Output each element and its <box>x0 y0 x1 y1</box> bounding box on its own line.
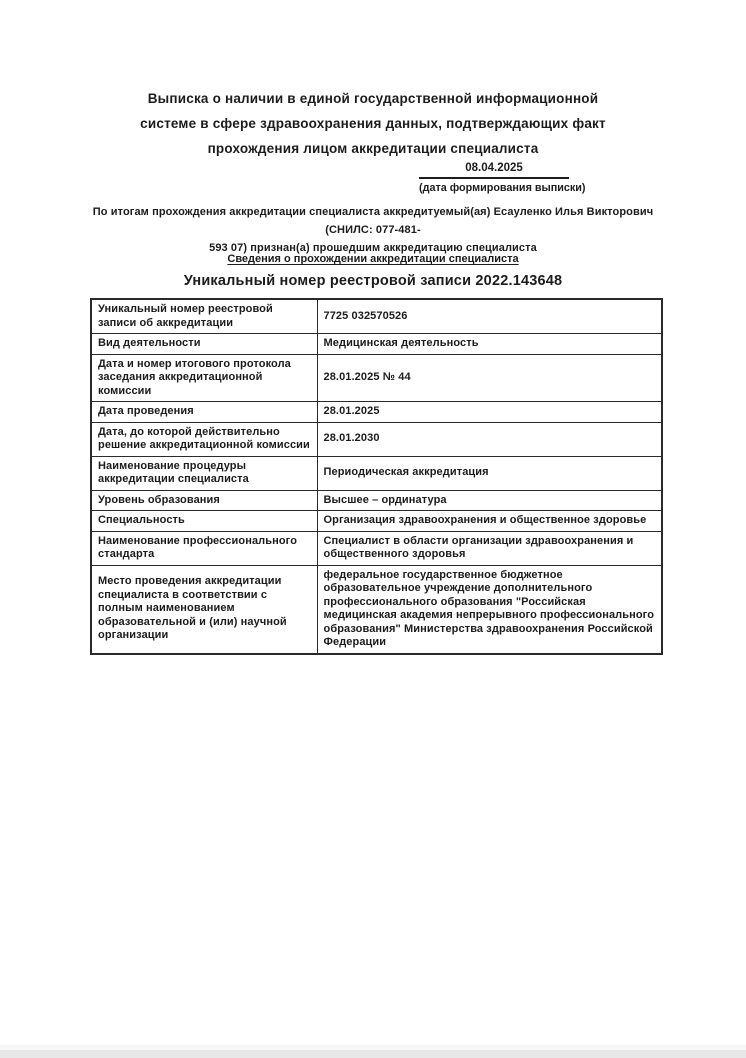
row-label: Наименование процедуры аккредитации специалиста <box>91 456 317 490</box>
statement-line-1: По итогам прохождения аккредитации специалиста аккредитуемый(ая) Есауленко Илья Викторович (СНИЛС: 077-481- <box>92 206 654 236</box>
row-label: Место проведения аккредитации специалиста в соответствии с полным наименованием образовательной и (или) научной организации <box>91 565 317 654</box>
table-row-date-held <box>91 402 662 423</box>
statement-line-2: 593 07) признан(а) прошедшим аккредитацию специалиста <box>209 242 537 254</box>
table-row-education-level <box>91 490 662 511</box>
row-value: 7725 032570526 <box>317 299 662 334</box>
row-value: 28.01.2025 <box>317 402 662 423</box>
table-row-procedure-name <box>91 456 662 490</box>
row-label: Дата и номер итогового протокола заседания аккредитационной комиссии <box>91 354 317 402</box>
row-value: Специалист в области организации здравоохранения и общественного здоровья <box>317 531 662 565</box>
row-label: Уникальный номер реестровой записи об аккредитации <box>91 299 317 334</box>
table-row-specialty <box>91 511 662 532</box>
row-value: федеральное государственное бюджетное образовательное учреждение дополнительного профессионального образования "Российская медицинская академия непрерывного профессионального образования" Министерства здравоохранения Российской Федерации <box>317 565 662 654</box>
document-title-line-3: прохождения лицом аккредитации специалиста <box>207 141 539 156</box>
document-title-line-1: Выписка о наличии в единой государственной информационной <box>147 91 599 106</box>
row-value: 28.01.2025 № 44 <box>317 354 662 402</box>
table-row-registry-number <box>91 299 662 334</box>
row-value: Периодическая аккредитация <box>317 456 662 490</box>
row-value: Организация здравоохранения и общественное здоровье <box>317 511 662 532</box>
issue-date-caption: (дата формирования выписки) <box>419 182 586 194</box>
row-label: Вид деятельности <box>91 334 317 355</box>
row-label: Специальность <box>91 511 317 532</box>
row-label: Наименование профессионального стандарта <box>91 531 317 565</box>
row-label: Дата проведения <box>91 402 317 423</box>
accreditation-result-statement <box>83 203 663 257</box>
table-row-protocol-date-number <box>91 354 662 402</box>
issue-date-block <box>419 161 586 195</box>
table-row-professional-standard <box>91 531 662 565</box>
table-row-accreditation-place <box>91 565 662 654</box>
table-row-activity-type <box>91 334 662 355</box>
accreditation-details-table <box>90 298 663 655</box>
page-bottom-edge <box>0 1050 746 1058</box>
document-title-line-2: системе в сфере здравоохранения данных, подтверждающих факт <box>140 116 606 131</box>
row-value: Медицинская деятельность <box>317 334 662 355</box>
record-number-heading: Уникальный номер реестровой записи 2022.143648 <box>183 273 563 289</box>
section-heading: Сведения о прохождении аккредитации специалиста <box>227 253 519 265</box>
table-row-valid-until <box>91 422 662 456</box>
row-label: Уровень образования <box>91 490 317 511</box>
document-title <box>0 86 746 161</box>
row-value: Высшее – ординатура <box>317 490 662 511</box>
row-value: 28.01.2030 <box>317 422 662 456</box>
row-label: Дата, до которой действительно решение аккредитационной комиссии <box>91 422 317 456</box>
issue-date: 08.04.2025 <box>419 161 569 179</box>
